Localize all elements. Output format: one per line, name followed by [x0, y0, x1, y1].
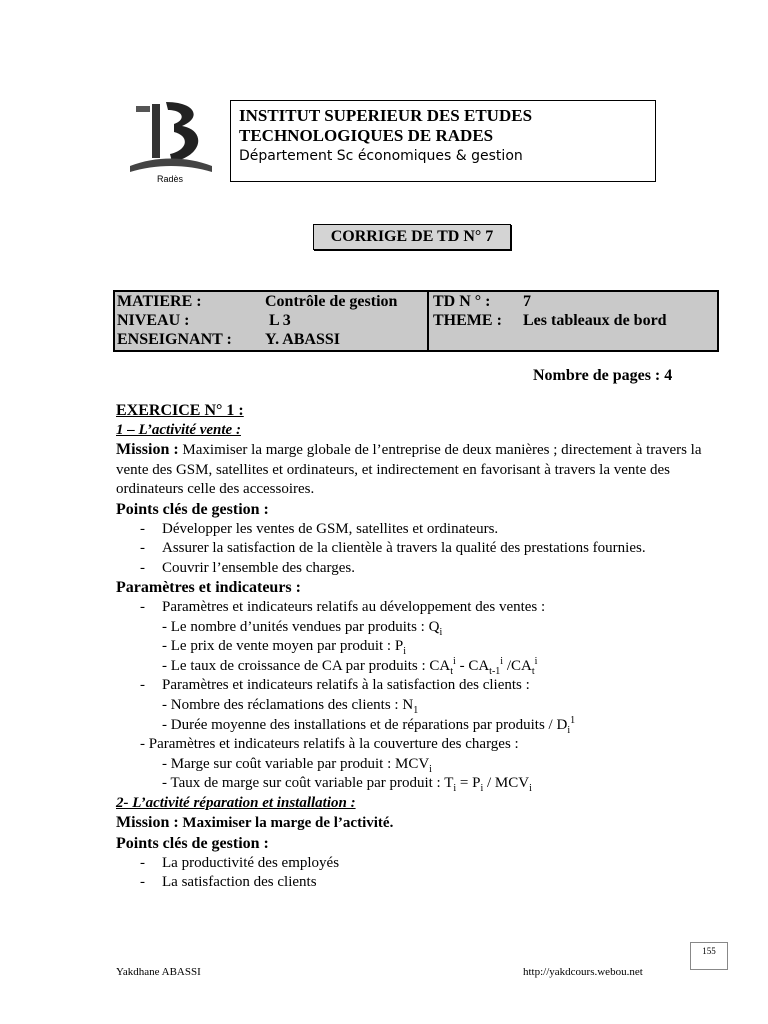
institute-name-line2: TECHNOLOGIQUES DE RADES — [239, 126, 494, 145]
params-group-satisfaction: - Paramètres et indicateurs relatifs à la satisfaction des clients : — [116, 676, 706, 696]
params-group-charges: - Paramètres et indicateurs relatifs à la couverture des charges : — [140, 736, 519, 753]
theme-value: Les tableaux de bord — [523, 312, 667, 329]
footer-author: Yakdhane ABASSI — [116, 966, 201, 978]
section2-title: 2- L’activité réparation et installation : — [116, 794, 356, 811]
mission2-paragraph — [116, 813, 706, 834]
info-divider — [427, 292, 429, 350]
exercise-title: EXERCICE N° 1 : — [116, 402, 244, 419]
indicator-growth: - Le taux de croissance de CA par produits : $CA_t^i - CA_{t-1}^i$ $/CA_t^i$ — [162, 655, 538, 677]
mission-label: Mission : — [116, 441, 179, 459]
parametres-heading: Paramètres et indicateurs : — [116, 579, 301, 597]
point2-item: - La productivité des employés — [116, 854, 706, 874]
point-item: - Assurer la satisfaction de la clientèle à travers la qualité des prestations fournies. — [116, 539, 706, 559]
indicator-mcv: - Marge sur coût variable par produit : $MCV_i$ — [162, 755, 432, 775]
institute-header-box — [230, 100, 656, 182]
mission2-text: Maximiser la marge de l’activité. — [178, 815, 394, 832]
corrige-title: CORRIGE DE TD N° 7 — [313, 224, 511, 250]
section1-title: 1 – L’activité vente : — [116, 421, 241, 438]
td-label: TD N ° : — [433, 293, 491, 310]
indicator-quantity: - Le nombre d’unités vendues par produits : $Q_i$ — [162, 618, 443, 638]
niveau-row — [117, 311, 291, 330]
pages-count: Nombre de pages : 4 — [533, 367, 673, 384]
course-info-box — [113, 290, 719, 352]
params-group-ventes: - Paramètres et indicateurs relatifs au développement des ventes : — [116, 598, 706, 618]
page-number-box — [690, 942, 728, 970]
footer-url[interactable]: http://yakdcours.webou.net — [523, 966, 643, 978]
institute-logo — [116, 96, 224, 184]
enseignant-row — [117, 330, 340, 349]
niveau-value: L 3 — [269, 312, 291, 329]
enseignant-value: Y. ABASSI — [265, 331, 341, 348]
matiere-label: MATIERE : — [117, 293, 202, 310]
points-cles-heading: Points clés de gestion : — [116, 500, 269, 518]
exercise-content — [116, 401, 706, 893]
page-number: 155 — [702, 946, 716, 956]
mission-paragraph — [116, 440, 706, 500]
theme-label: THEME : — [433, 312, 502, 329]
theme-row — [433, 311, 667, 330]
indicator-complaints: - Nombre des réclamations des clients : $N_1$ — [162, 696, 419, 716]
department-name: Département Sc économiques & gestion — [239, 148, 523, 164]
point-item: - Développer les ventes de GSM, satellites et ordinateurs. — [116, 520, 706, 540]
indicator-price: - Le prix de vente moyen par produit : $P_i$ — [162, 638, 406, 658]
point-item: - Couvrir l’ensemble des charges. — [116, 559, 706, 579]
matiere-row — [117, 292, 397, 311]
mission-text: Maximiser la marge globale de l’entreprise de deux manières ; directement à travers la vente des GSM, satellites et ordinateurs, et indirectement en favorisant à travers la vente des ordinateurs celle des accessoires. — [116, 442, 702, 498]
mission2-label: Mission : — [116, 814, 179, 832]
institute-name-line1: INSTITUT SUPERIEUR DES ETUDES — [239, 106, 533, 125]
indicator-margin-rate: - Taux de marge sur coût variable par produit : $T_i = P_i / MCV_i$ — [162, 775, 532, 795]
td-value: 7 — [523, 293, 531, 310]
points2-heading: Points clés de gestion : — [116, 835, 269, 853]
td-row — [433, 292, 531, 311]
svg-text:Radès: Radès — [156, 174, 184, 184]
indicator-duration: - Durée moyenne des installations et de réparations par produits / $D_i^1$ — [162, 714, 576, 736]
matiere-value: Contrôle de gestion — [265, 293, 398, 310]
enseignant-label: ENSEIGNANT : — [117, 331, 232, 348]
point2-item: - La satisfaction des clients — [116, 873, 706, 893]
niveau-label: NIVEAU : — [117, 312, 190, 329]
